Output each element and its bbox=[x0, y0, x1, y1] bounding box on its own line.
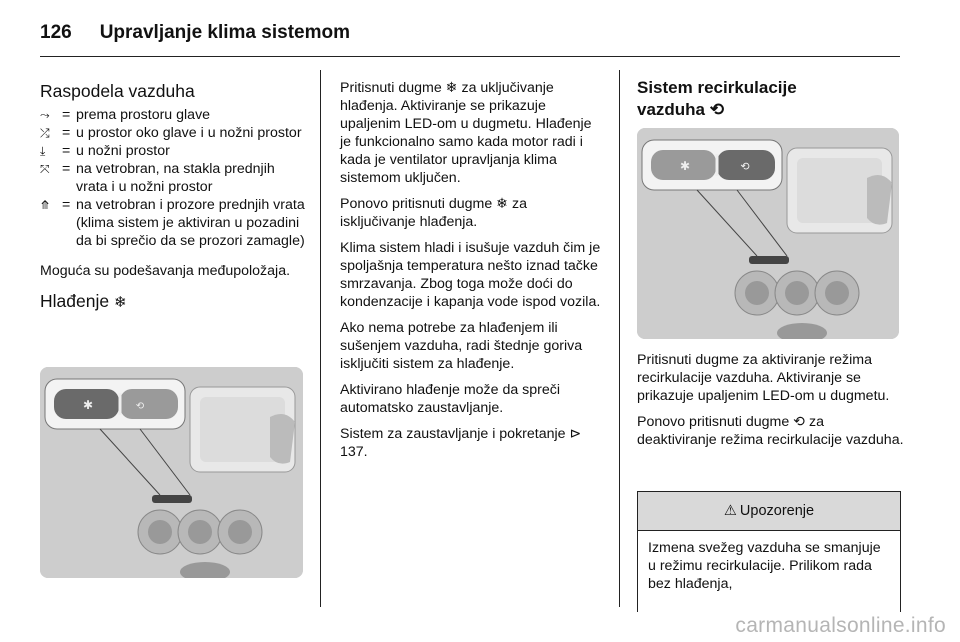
cooling-button-figure bbox=[40, 367, 303, 578]
air-distribution-item bbox=[40, 106, 308, 124]
equals-sign: = bbox=[62, 197, 71, 213]
air-distribution-item bbox=[40, 196, 308, 250]
page-number: 126 bbox=[40, 22, 72, 43]
recirculation-button-figure bbox=[637, 128, 899, 339]
air-head-icon: ⤳ bbox=[40, 108, 50, 122]
page-title: Upravljanje klima sistemom bbox=[99, 22, 350, 43]
warning-title: Upozorenje bbox=[739, 503, 815, 519]
recirculation-off-text: Ponovo pritisnuti dugme ⟲ za deaktiviranje režima recirkulacije vazduha. bbox=[637, 414, 904, 448]
air-distribution-text: prema prostoru glave bbox=[76, 107, 211, 123]
header-rule bbox=[40, 56, 900, 57]
recirculation-on-text: Pritisnuti dugme za aktiviranje režima recirkulacije vazduha. Aktiviranje se prikazuje upaljenim LED-om u dugmetu. bbox=[637, 352, 890, 404]
equals-sign: = bbox=[62, 161, 71, 177]
svg-text:⟲: ⟲ bbox=[135, 401, 145, 412]
page-header bbox=[40, 22, 350, 44]
recirculation-icon: ⟲ bbox=[709, 100, 725, 119]
column-3-body bbox=[637, 351, 905, 457]
air-distribution-text: na vetrobran, na stakla prednjih vrata i u nožni prostor bbox=[76, 161, 275, 195]
cooling-off-text: Ponovo pritisnuti dugme ❄ za isključivanje hlađenja. bbox=[340, 196, 527, 230]
equals-sign: = bbox=[62, 125, 71, 141]
recirculation-heading: Sistem recirkulacije vazduha ⟲ bbox=[637, 78, 797, 119]
air-windscreen-feet-icon: ⤧ bbox=[40, 162, 50, 176]
air-distribution-heading: Raspodela vazduha bbox=[40, 81, 195, 101]
warning-box bbox=[637, 491, 901, 612]
air-feet-icon: ⤓ bbox=[40, 144, 46, 158]
air-distribution-item bbox=[40, 142, 308, 160]
air-distribution-text: na vetrobran i prozore prednjih vrata (klima sistem je aktiviran u pozadini da bi sprečio da se prozori zamagle) bbox=[76, 197, 305, 249]
column-divider-2 bbox=[619, 70, 620, 607]
warning-header bbox=[638, 492, 900, 531]
air-distribution-list bbox=[40, 106, 308, 250]
air-distribution-text: u prostor oko glave i u nožni prostor bbox=[76, 125, 302, 141]
air-distribution-item bbox=[40, 124, 308, 142]
column-3 bbox=[637, 77, 905, 125]
air-distribution-item bbox=[40, 160, 308, 196]
svg-text:✱: ✱ bbox=[679, 159, 691, 173]
condensation-text: Klima sistem hladi i isušuje vazduh čim je spoljašnja temperatura nešto iznad tačke smrzavanja. Zbog toga može doći do kondenzacije i kapanja vode ispod vozila. bbox=[340, 240, 601, 310]
air-distribution-text: u nožni prostor bbox=[76, 143, 170, 159]
snowflake-icon: ❄ bbox=[113, 294, 127, 311]
air-windscreen-icon: ⤊ bbox=[40, 198, 51, 212]
autostop-text: Aktivirano hlađenje može da spreči automatsko zaustavljanje. bbox=[340, 382, 561, 416]
cooling-on-text: Pritisnuti dugme ❄ za uključivanje hlađenja. Aktiviranje se prikazuje upaljenim LED-om u dugmetu. Hlađenje je funkcionalno samo kada motor radi i kada je ventilator upravljanja klima sistemom uključen. bbox=[340, 80, 592, 186]
air-head-feet-icon: ⤮ bbox=[40, 126, 50, 140]
equals-sign: = bbox=[62, 107, 71, 123]
cooling-heading: Hlađenje ❄ bbox=[40, 291, 127, 311]
watermark: carmanualsonline.info bbox=[735, 614, 946, 637]
warning-icon: ⚠ bbox=[723, 503, 737, 519]
column-divider-1 bbox=[320, 70, 321, 607]
svg-text:✱: ✱ bbox=[82, 398, 94, 412]
intermediate-note: Moguća su podešavanja međupoložaja. bbox=[40, 263, 291, 279]
equals-sign: = bbox=[62, 143, 71, 159]
stop-start-reference: Sistem za zaustavljanje i pokretanje ⊳ 137. bbox=[340, 426, 582, 460]
svg-text:⟲: ⟲ bbox=[740, 161, 750, 173]
fuel-saving-text: Ako nema potrebe za hlađenjem ili sušenjem vazduha, radi štednje goriva isključiti sistem za hlađenje. bbox=[340, 320, 583, 372]
column-1 bbox=[40, 80, 308, 318]
column-2 bbox=[340, 79, 606, 469]
warning-text: Izmena svežeg vazduha se smanjuje u režimu recirkulacije. Prilikom rada bez hlađenja, bbox=[648, 540, 881, 592]
